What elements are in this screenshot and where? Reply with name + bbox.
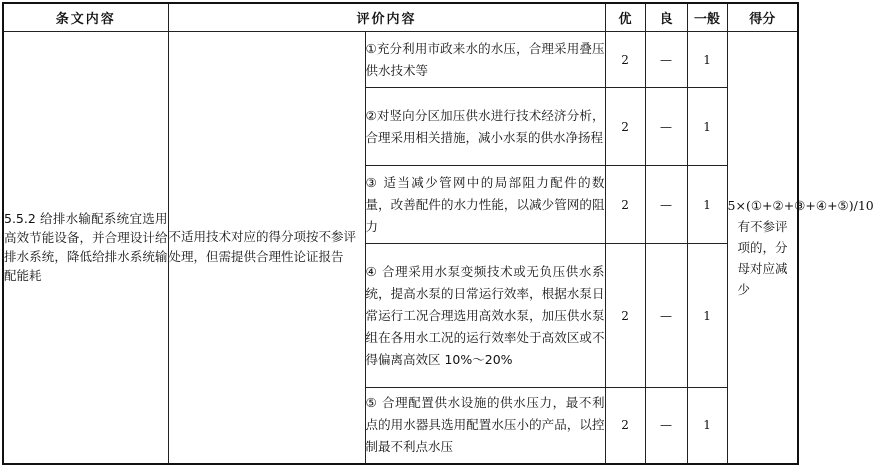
header-score: 得分 (727, 3, 798, 32)
header-evaluation: 评价内容 (168, 3, 605, 32)
header-average: 一般 (687, 3, 727, 32)
item-5-average: 1 (687, 388, 727, 464)
header-row (3, 3, 798, 32)
table-row (3, 32, 798, 88)
item-4-text: ④ 合理采用水泵变频技术或无负压供水系统，提高水泵的日常运行效率，根据水泵日常运行工况合理选用高效水泵，加压供水泵组在各用水工况的运行效率处于高效区或不得偏离高效区 10%～20% (365, 244, 605, 388)
item-2-excellent: 2 (605, 88, 645, 166)
score-formula: 5×(①+②+③+④+⑤)/10 (727, 197, 874, 213)
item-3-text: ③ 适当减少管网中的局部阻力配件的数量，改善配件的水力性能，以减少管网的阻力 (365, 166, 605, 244)
item-1-text: ①充分利用市政来水的水压，合理采用叠压供水技术等 (365, 32, 605, 88)
item-5-excellent: 2 (605, 388, 645, 464)
rule-cell: 不适用技术对应的得分项按不参评处理，但需提供合理性论证报告 (168, 32, 365, 464)
item-1-average: 1 (687, 32, 727, 88)
item-1-excellent: 2 (605, 32, 645, 88)
item-4-average: 1 (687, 244, 727, 388)
item-2-text: ②对竖向分区加压供水进行技术经济分析，合理采用相关措施，减小水泵的供水净扬程 (365, 88, 605, 166)
item-5-good: — (645, 388, 687, 464)
item-3-good: — (645, 166, 687, 244)
item-5-text: ⑤ 合理配置供水设施的供水压力，最不利点的用水器具选用配置水压小的产品，以控制最不利点水压 (365, 388, 605, 464)
header-clause: 条文内容 (3, 3, 168, 32)
header-excellent: 优 (605, 3, 645, 32)
evaluation-table (2, 2, 874, 465)
item-4-good: — (645, 244, 687, 388)
item-2-good: — (645, 88, 687, 166)
score-cell (727, 32, 874, 464)
item-4-excellent: 2 (605, 244, 645, 388)
clause-cell: 5.5.2 给排水输配系统宜选用高效节能设备，并合理设计给排水系统，降低给排水系统输配能耗 (3, 32, 168, 464)
header-good: 良 (645, 3, 687, 32)
item-2-average: 1 (687, 88, 727, 166)
item-1-good: — (645, 32, 687, 88)
score-note: 有不参评项的，分母对应减少 (737, 218, 788, 297)
item-3-excellent: 2 (605, 166, 645, 244)
item-3-average: 1 (687, 166, 727, 244)
